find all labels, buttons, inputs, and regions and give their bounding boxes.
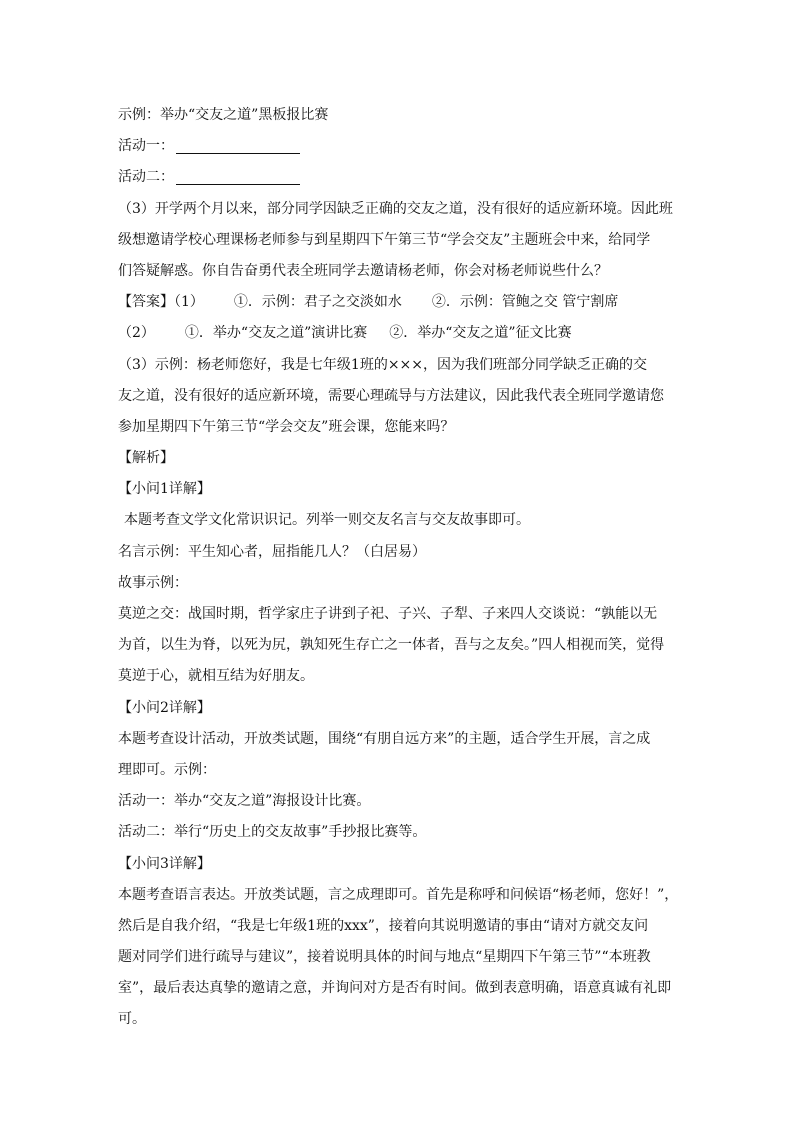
analysis-line: 本题考查语言表达。开放类试题，言之成理即可。首先是称呼和问候语“杨老师，您好！”， — [118, 886, 679, 903]
analysis-line: 理即可。示例： — [118, 761, 216, 778]
analysis-line: 活动二：举行“历史上的交友故事”手抄报比赛等。 — [118, 824, 427, 841]
analysis-line: 室”，最后表达真挚的邀请之意，并询问对方是否有时间。做到表意明确，语意真诚有礼即 — [118, 980, 672, 997]
analysis-line: 莫逆之交：战国时期，哲学家庄子讲到子祀、子兴、子犁、子来四人交谈说：“孰能以无 — [118, 606, 658, 622]
answer-2-option: ①．举办“交友之道”演讲比赛 — [184, 325, 368, 342]
activity-two-line: 活动二： — [118, 162, 688, 193]
subquestion-1-heading: 【小问1详解】 — [118, 481, 211, 498]
answer-2-option: ②．举办“交友之道”征文比赛 — [389, 325, 572, 342]
answer-2-line — [118, 318, 688, 349]
analysis-line: 题对同学们进行疏导与建议”，接着说明具体的时间与地点“星期四下午第三节”“本班教 — [118, 949, 651, 966]
analysis-line: 本题考查文学文化常识识记。列举一则交友名言与交友故事即可。 — [124, 512, 530, 529]
answer-1-option: ①．示例：君子之交淡如水 — [233, 294, 402, 311]
answer-1-option: ②．示例：管鲍之交 管宁割席 — [431, 294, 619, 311]
answer-heading: 【答案】（1） — [118, 294, 204, 311]
analysis-heading: 【解析】 — [118, 450, 174, 467]
answer-blank — [176, 138, 300, 154]
analysis-line: 然后是自我介绍，“我是七年级1班的xxx”，接着向其说明邀请的事由“请对方就交友问 — [118, 917, 649, 934]
analysis-line: 名言示例：平生知心者，屈指能几人？（白居易） — [118, 543, 426, 560]
question-3-line: （3）开学两个月以来，部分同学因缺乏正确的交友之道，没有很好的适应新环境。因此班 — [118, 200, 673, 217]
analysis-line: 莫逆于心，就相互结为好朋友。 — [118, 668, 314, 685]
answer-1-line — [118, 287, 688, 318]
answer-3-line: 参加星期四下午第三节“学会交友”班会课，您能来吗？ — [118, 418, 455, 435]
answer-2-number: （2） — [118, 325, 155, 342]
answer-3-line: （3）示例：杨老师您好，我是七年级1班的×××，因为我们班部分同学缺乏正确的交 — [118, 356, 648, 373]
question-3-line: 们答疑解惑。你自告奋勇代表全班同学去邀请杨老师，你会对杨老师说些什么？ — [118, 262, 608, 279]
answer-3-line: 友之道，没有很好的适应新环境，需要心理疏导与方法建议，因此我代表全班同学邀请您 — [118, 387, 664, 404]
activity-one-line: 活动一： — [118, 131, 688, 162]
answer-blank — [176, 169, 300, 185]
analysis-line: 为首，以生为脊，以死为尻，孰知死生存亡之一体者，吾与之友矣。”四人相视而笑，觉得 — [118, 637, 665, 654]
analysis-line: 可。 — [118, 1011, 146, 1028]
subquestion-2-heading: 【小问2详解】 — [118, 699, 211, 716]
document-body — [118, 100, 688, 1036]
analysis-line: 活动一：举办“交友之道”海报设计比赛。 — [118, 793, 371, 810]
question-3-line: 级想邀请学校心理课杨老师参与到星期四下午第三节“学会交友”主题班会中来，给同学 — [118, 231, 651, 248]
analysis-line: 本题考查设计活动，开放类试题，围绕“有朋自远方来”的主题，适合学生开展，言之成 — [118, 730, 651, 747]
subquestion-3-heading: 【小问3详解】 — [118, 855, 211, 872]
example-line: 示例：举办“交友之道”黑板报比赛 — [118, 107, 329, 123]
analysis-line: 故事示例： — [118, 574, 188, 591]
